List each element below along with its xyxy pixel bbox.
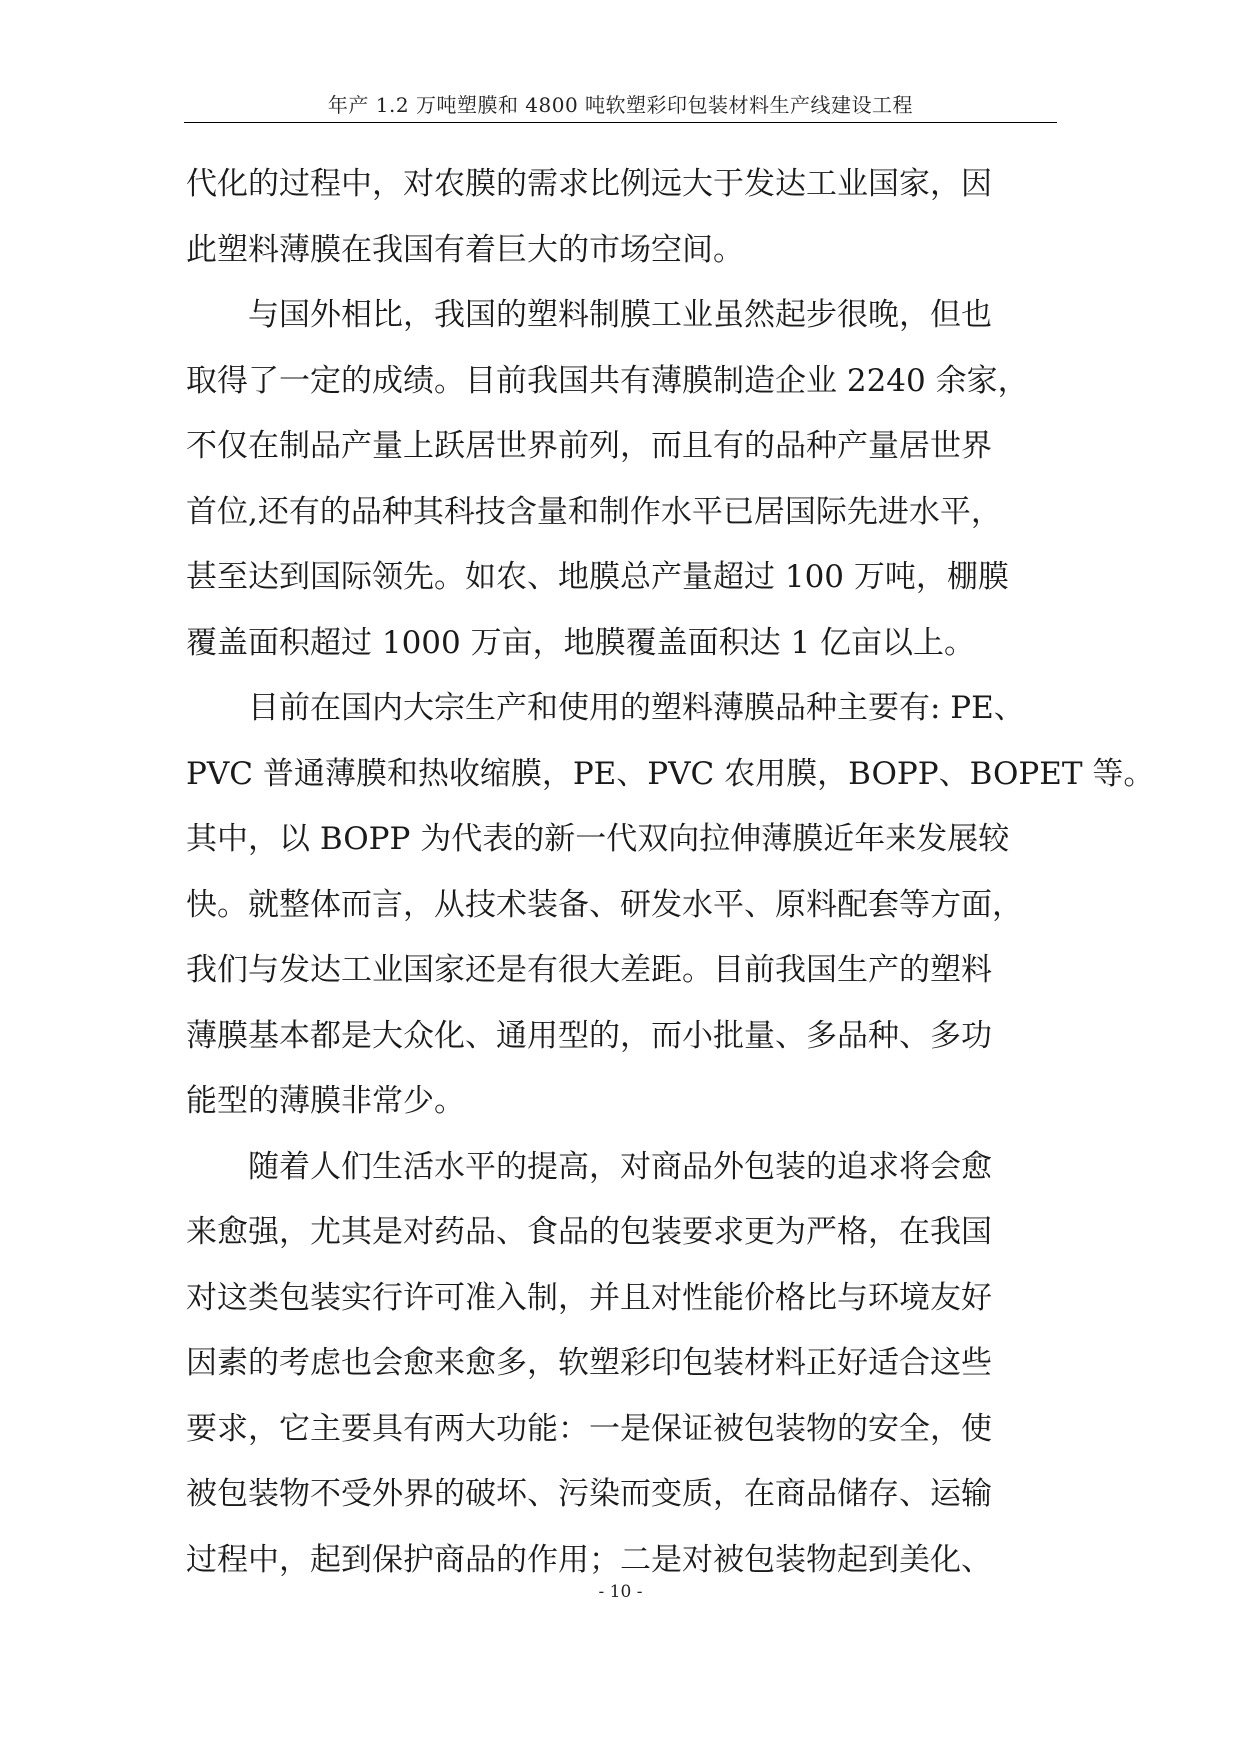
text-line: 薄膜基本都是大众化、通用型的，而小批量、多品种、多功	[186, 1017, 992, 1054]
text-line: 我们与发达工业国家还是有很大差距。目前我国生产的塑料	[186, 952, 992, 988]
text-line: 随着人们生活水平的提高，对商品外包装的追求将会愈	[186, 1148, 992, 1185]
text-line: 快。就整体而言，从技术装备、研发水平、原料配套等方面，	[186, 886, 1023, 923]
text-line: 对这类包装实行许可准入制，并且对性能价格比与环境友好	[186, 1279, 992, 1316]
text-line: 覆盖面积超过 1000 万亩，地膜覆盖面积达 1 亿亩以上。	[186, 624, 976, 661]
page-number: - 10 -	[598, 1582, 643, 1602]
text-line: 与国外相比，我国的塑料制膜工业虽然起步很晚，但也	[186, 297, 992, 333]
text-line: 能型的薄膜非常少。	[186, 1083, 465, 1119]
text-line: 此塑料薄膜在我国有着巨大的市场空间。	[186, 231, 744, 268]
document-title: 年产 1.2 万吨塑膜和 4800 吨软塑彩印包装材料生产线建设工程	[327, 93, 914, 117]
body-text	[186, 152, 1155, 1593]
text-line: 目前在国内大宗生产和使用的塑料薄膜品种主要有: PE、	[186, 690, 1025, 726]
page-header	[184, 90, 1057, 123]
text-line: 因素的考虑也会愈来愈多，软塑彩印包装材料正好适合这些	[186, 1345, 992, 1381]
text-line: 被包装物不受外界的破坏、污染而变质，在商品储存、运输	[186, 1476, 992, 1512]
text-line: 代化的过程中，对农膜的需求比例远大于发达工业国家，因	[186, 166, 992, 202]
text-line: 其中，以 BOPP 为代表的新一代双向拉伸薄膜近年来发展较	[186, 821, 1010, 857]
text-line: 首位,还有的品种其科技含量和制作水平已居国际先进水平，	[186, 493, 1002, 530]
text-line: PVC 普通薄膜和热收缩膜，PE、PVC 农用膜，BOPP、BOPET 等。	[186, 755, 1155, 792]
text-line: 来愈强，尤其是对药品、食品的包装要求更为严格，在我国	[186, 1214, 992, 1250]
text-line: 要求，它主要具有两大功能：一是保证被包装物的安全，使	[186, 1410, 992, 1447]
text-line: 不仅在制品产量上跃居世界前列，而且有的品种产量居世界	[186, 428, 992, 464]
text-line: 过程中，起到保护商品的作用；二是对被包装物起到美化、	[186, 1541, 992, 1578]
text-line: 取得了一定的成绩。目前我国共有薄膜制造企业 2240 余家，	[186, 362, 1029, 399]
text-line: 甚至达到国际领先。如农、地膜总产量超过 100 万吨，棚膜	[186, 559, 1009, 595]
